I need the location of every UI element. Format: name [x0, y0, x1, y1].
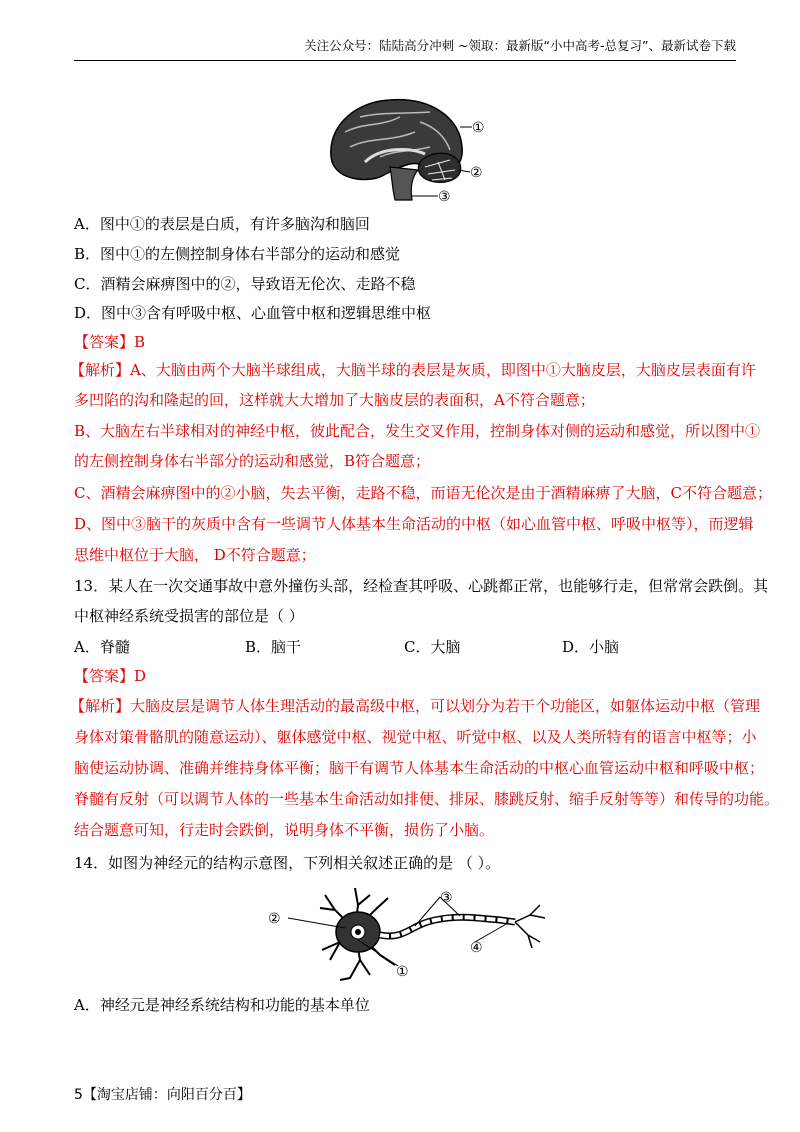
q12-analysis-1: 【解析】A、大脑由两个大脑半球组成，大脑半球的表层是灰质，即图中①大脑皮层，大脑皮层表面有许	[70, 361, 756, 379]
neuron-figure	[260, 880, 550, 990]
page-footer: 5【淘宝店铺：向阳百分百】	[74, 1087, 251, 1103]
q13-analysis-3: 脑使运动协调、准确并维持身体平衡；脑干有调节人体基本生命活动的中枢心血管运动中枢和呼吸中枢；	[74, 759, 765, 777]
brain-cerebellum	[418, 153, 460, 182]
neuron-label-4: ④	[470, 940, 483, 956]
q14-stem: 14．如图为神经元的结构示意图，下列相关叙述正确的是 （ ）。	[74, 854, 501, 872]
header-text: 关注公众号：陆陆高分冲刺 ~领取：最新版“小中高考-总复习”、最新试卷下载	[304, 38, 736, 53]
q12-analysis-2: 多凹陷的沟和隆起的回，这样就大大增加了大脑皮层的表面积，A不符合题意；	[74, 391, 595, 409]
q12-option-d: D．图中③含有呼吸中枢、心血管中枢和逻辑思维中枢	[74, 304, 432, 322]
q12-analysis-7: 思维中枢位于大脑， D不符合题意；	[74, 546, 316, 564]
q12-option-c: C．酒精会麻痹图中的②，导致语无伦次、走路不稳	[74, 275, 416, 293]
q13-option-a: A．脊髓	[74, 638, 130, 656]
q12-analysis-3: B、大脑左右半球相对的神经中枢，彼此配合，发生交叉作用，控制身体对侧的运动和感觉，所以图中①	[74, 422, 761, 440]
q12-answer: 【答案】B	[74, 333, 146, 351]
q12-analysis-6: D、图中③脑干的灰质中含有一些调节人体基本生命活动的中枢（如心血管中枢、呼吸中枢等），而逻辑	[74, 515, 754, 533]
q12-option-a: A．图中①的表层是白质，有许多脑沟和脑回	[74, 215, 370, 233]
q13-option-d: D．小脑	[562, 638, 620, 656]
q14-option-a: A．神经元是神经系统结构和功能的基本单位	[74, 996, 370, 1014]
brain-stem	[390, 167, 418, 200]
q12-analysis-4: 的左侧控制身体右半部分的运动和感觉，B符合题意；	[74, 452, 431, 470]
q13-analysis-5: 结合题意可知，行走时会跌倒，说明身体不平衡，损伤了小脑。	[74, 821, 495, 839]
q12-analysis-5: C、酒精会麻痹图中的②小脑，失去平衡，走路不稳，而语无伦次是由于酒精麻痹了大脑，C不符合题意；	[74, 484, 772, 502]
neuron-label-2: ②	[268, 911, 281, 927]
brain-label-1: ①	[472, 120, 485, 136]
q13-analysis-2: 身体对策骨骼肌的随意运动）、躯体感觉中枢、视觉中枢、听觉中枢、以及人类所特有的语言中枢等；小	[74, 728, 757, 746]
q13-answer: 【答案】D	[74, 667, 147, 685]
q13-stem-2: 中枢神经系统受损害的部位是（ ）	[74, 607, 304, 625]
neuron-label-1: ①	[396, 964, 409, 980]
q13-analysis-1: 【解析】大脑皮层是调节人体生理活动的最高级中枢，可以划分为若干个功能区，如躯体运动中枢（管理	[70, 697, 761, 715]
brain-label-3: ③	[438, 189, 451, 205]
q13-option-c: C．大脑	[404, 638, 461, 656]
q12-option-b: B．图中①的左侧控制身体右半部分的运动和感觉	[74, 245, 401, 263]
page-header	[74, 38, 736, 61]
neuron-label-3: ③	[440, 890, 453, 906]
q13-stem-1: 13．某人在一次交通事故中意外撞伤头部，经检查其呼吸、心跳都正常，也能够行走，但常常会跌倒。其	[74, 577, 769, 595]
brain-figure	[320, 92, 490, 207]
brain-label-2: ②	[470, 165, 483, 181]
q13-analysis-4: 脊髓有反射（可以调节人体的一些基本生命活动如排便、排尿、膝跳反射、缩手反射等等）和传导的功能。	[74, 790, 780, 808]
q13-option-b: B．脑干	[245, 638, 302, 656]
